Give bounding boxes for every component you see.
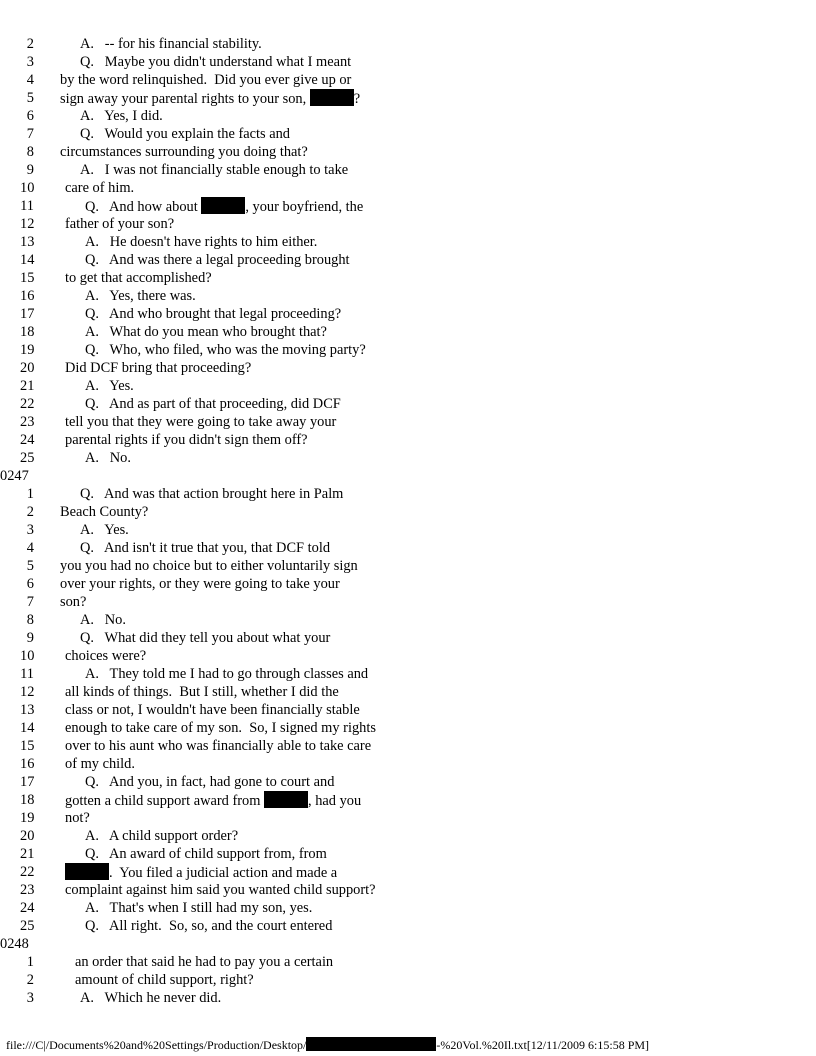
redaction-block	[310, 89, 354, 106]
text-segment: A. What do you mean who brought that?	[85, 324, 327, 340]
line-number: 18	[20, 324, 35, 340]
transcript-line	[0, 287, 816, 305]
text-segment: Q. An award of child support from, from	[85, 846, 327, 862]
line-number: 12	[20, 216, 35, 232]
line-text	[80, 629, 330, 647]
transcript-line	[0, 521, 816, 539]
transcript-line	[0, 917, 816, 935]
line-number: 16	[20, 756, 35, 772]
transcript-page	[0, 35, 816, 1007]
transcript-line	[0, 503, 816, 521]
transcript-line	[0, 125, 816, 143]
line-text	[65, 701, 360, 719]
transcript-line	[0, 323, 816, 341]
line-text	[85, 251, 350, 269]
text-segment: Q. And was there a legal proceeding brought	[85, 252, 350, 268]
text-segment: A. Yes, there was.	[85, 288, 196, 304]
text-segment: A. No.	[80, 612, 126, 628]
text-segment: A. He doesn't have rights to him either.	[85, 234, 318, 250]
transcript-line	[0, 989, 816, 1007]
transcript-line	[0, 809, 816, 827]
transcript-line	[0, 251, 816, 269]
text-segment: Did DCF bring that proceeding?	[65, 360, 252, 376]
line-number: 23	[20, 882, 35, 898]
text-segment: gotten a child support award from	[65, 793, 265, 809]
transcript-line	[0, 791, 816, 809]
text-segment: tell you that they were going to take away your	[65, 414, 337, 430]
line-number: 1	[26, 954, 34, 970]
line-text	[65, 881, 376, 899]
line-number: 11	[20, 666, 34, 682]
line-number: 5	[26, 558, 34, 574]
line-number: 3	[26, 54, 34, 70]
transcript-line	[0, 269, 816, 287]
footer-path-prefix: file:///C|/Documents%20and%20Settings/Production/Desktop/	[6, 1038, 307, 1052]
line-number: 21	[20, 378, 35, 394]
text-segment: over your rights, or they were going to take your	[60, 576, 340, 592]
line-number: 17	[20, 774, 35, 790]
line-number: 2	[26, 36, 34, 52]
text-segment: A. Yes.	[80, 522, 129, 538]
transcript-line	[0, 89, 816, 107]
text-segment: amount of child support, right?	[75, 972, 254, 988]
line-text	[85, 845, 327, 863]
line-text	[85, 899, 312, 917]
line-number: 23	[20, 414, 35, 430]
transcript-line	[0, 179, 816, 197]
line-number: 13	[20, 702, 35, 718]
text-segment: enough to take care of my son. So, I signed my rights	[65, 720, 376, 736]
line-text	[85, 233, 317, 251]
redaction-block	[201, 197, 245, 214]
transcript-line	[0, 557, 816, 575]
page-number: 0248	[0, 936, 29, 952]
line-text	[85, 449, 131, 467]
line-text	[65, 719, 376, 737]
line-number: 7	[26, 594, 34, 610]
text-segment: father of your son?	[65, 216, 175, 232]
line-number: 1	[26, 486, 34, 502]
transcript-line	[0, 611, 816, 629]
transcript-line	[0, 431, 816, 449]
line-text	[85, 773, 334, 791]
text-segment: A. -- for his financial stability.	[80, 36, 262, 52]
line-number: 7	[26, 126, 34, 142]
line-text	[80, 53, 351, 71]
line-number: 3	[26, 522, 34, 538]
transcript-line	[0, 647, 816, 665]
line-text	[60, 503, 148, 521]
text-segment: you you had no choice but to either voluntarily sign	[60, 558, 358, 574]
transcript-line	[0, 899, 816, 917]
text-segment: all kinds of things. But I still, whether I did the	[65, 684, 339, 700]
transcript-line	[0, 359, 816, 377]
text-segment: A. Which he never did.	[80, 990, 222, 1006]
line-number: 15	[20, 270, 35, 286]
line-text	[75, 971, 254, 989]
text-segment: Q. And as part of that proceeding, did DCF	[85, 396, 341, 412]
transcript-line	[0, 143, 816, 161]
line-number: 20	[20, 828, 35, 844]
line-text	[60, 71, 351, 89]
line-number: 25	[20, 450, 35, 466]
line-number: 13	[20, 234, 35, 250]
text-segment: A. Yes, I did.	[80, 108, 163, 124]
line-text	[85, 377, 134, 395]
transcript-line	[0, 215, 816, 233]
line-text	[85, 665, 368, 683]
transcript-line	[0, 71, 816, 89]
line-text	[85, 305, 341, 323]
text-segment: an order that said he had to pay you a certain	[75, 954, 334, 970]
text-segment: ?	[353, 91, 361, 107]
transcript-line	[0, 737, 816, 755]
text-segment: son?	[60, 594, 87, 610]
line-text	[80, 35, 262, 53]
line-text	[85, 287, 196, 305]
transcript-line	[0, 161, 816, 179]
page-marker	[0, 935, 816, 953]
line-number: 12	[20, 684, 35, 700]
footer-path-suffix: -%20Vol.%20Il.txt[12/11/2009 6:15:58 PM]	[436, 1038, 650, 1052]
line-text	[80, 125, 290, 143]
line-text	[65, 683, 339, 701]
line-text	[65, 647, 146, 665]
text-segment: A. A child support order?	[85, 828, 239, 844]
transcript-line	[0, 53, 816, 71]
transcript-line	[0, 881, 816, 899]
text-segment: choices were?	[65, 648, 147, 664]
text-segment: parental rights if you didn't sign them off?	[65, 432, 308, 448]
line-number: 25	[20, 918, 35, 934]
transcript-line	[0, 35, 816, 53]
line-number: 9	[26, 630, 34, 646]
line-text	[65, 359, 251, 377]
line-number: 19	[20, 810, 35, 826]
transcript-line	[0, 305, 816, 323]
transcript-line	[0, 665, 816, 683]
line-number: 3	[26, 990, 34, 1006]
transcript-line	[0, 953, 816, 971]
text-segment: circumstances surrounding you doing that?	[60, 144, 308, 160]
line-text	[80, 107, 163, 125]
line-text	[80, 611, 126, 629]
line-text	[80, 539, 330, 557]
text-segment: Q. All right. So, so, and the court entered	[85, 918, 333, 934]
text-segment: class or not, I wouldn't have been financially stable	[65, 702, 360, 718]
text-segment: Beach County?	[60, 504, 149, 520]
redaction-block	[306, 1037, 436, 1051]
line-text	[60, 557, 358, 575]
line-number: 6	[26, 108, 34, 124]
line-number: 10	[20, 648, 35, 664]
line-text	[80, 989, 221, 1007]
transcript-line	[0, 701, 816, 719]
line-text	[65, 269, 212, 287]
transcript-line	[0, 755, 816, 773]
text-segment: Q. Who, who filed, who was the moving party?	[85, 342, 366, 358]
text-segment: A. I was not financially stable enough to take	[80, 162, 349, 178]
line-text	[65, 431, 308, 449]
line-number: 11	[20, 198, 34, 214]
text-segment: of my child.	[65, 756, 135, 772]
line-text	[80, 485, 343, 503]
line-number: 4	[26, 540, 34, 556]
transcript-line	[0, 971, 816, 989]
text-segment: , your boyfriend, the	[245, 199, 364, 215]
transcript-line	[0, 413, 816, 431]
transcript-line	[0, 827, 816, 845]
line-text	[65, 863, 337, 882]
line-number: 8	[26, 612, 34, 628]
line-text	[65, 809, 90, 827]
transcript-line	[0, 593, 816, 611]
line-number: 6	[26, 576, 34, 592]
text-segment: Q. What did they tell you about what your	[80, 630, 331, 646]
text-segment: over to his aunt who was financially able to take care	[65, 738, 372, 754]
line-number: 10	[20, 180, 35, 196]
line-text	[85, 323, 327, 341]
transcript-line	[0, 377, 816, 395]
text-segment: A. No.	[85, 450, 131, 466]
text-segment: Q. And who brought that legal proceeding?	[85, 306, 342, 322]
line-text	[60, 575, 340, 593]
text-segment: Q. And how about	[85, 199, 202, 215]
text-segment: Q. Maybe you didn't understand what I meant	[80, 54, 352, 70]
line-number: 5	[26, 90, 34, 106]
transcript-line	[0, 629, 816, 647]
line-number: 4	[26, 72, 34, 88]
line-number: 24	[20, 900, 35, 916]
transcript-line	[0, 539, 816, 557]
line-text	[65, 791, 361, 810]
text-segment: . You filed a judicial action and made a	[109, 865, 338, 881]
browser-footer-path	[6, 1037, 649, 1053]
line-text	[85, 341, 366, 359]
redaction-block	[65, 863, 109, 880]
line-text	[65, 179, 134, 197]
text-segment: Q. And you, in fact, had gone to court and	[85, 774, 335, 790]
text-segment: Q. And isn't it true that you, that DCF told	[80, 540, 331, 556]
text-segment: , had you	[308, 793, 362, 809]
line-number: 16	[20, 288, 35, 304]
line-text	[65, 755, 135, 773]
line-number: 14	[20, 252, 35, 268]
text-segment: by the word relinquished. Did you ever give up or	[60, 72, 352, 88]
page-number: 0247	[0, 468, 29, 484]
line-number: 21	[20, 846, 35, 862]
line-text	[65, 413, 336, 431]
line-number: 15	[20, 738, 35, 754]
transcript-line	[0, 107, 816, 125]
redaction-block	[264, 791, 308, 808]
line-text	[80, 161, 348, 179]
text-segment: complaint against him said you wanted child support?	[65, 882, 376, 898]
line-number: 14	[20, 720, 35, 736]
line-text	[60, 143, 308, 161]
line-text	[85, 197, 363, 216]
transcript-line	[0, 773, 816, 791]
page-marker	[0, 467, 816, 485]
text-segment: A. Yes.	[85, 378, 134, 394]
text-segment: to get that accomplished?	[65, 270, 212, 286]
line-number: 17	[20, 306, 35, 322]
line-text	[85, 395, 341, 413]
transcript-line	[0, 485, 816, 503]
line-number: 22	[20, 864, 35, 880]
line-text	[80, 521, 129, 539]
transcript-line	[0, 449, 816, 467]
line-number: 19	[20, 342, 35, 358]
line-number: 9	[26, 162, 34, 178]
line-number: 2	[26, 972, 34, 988]
transcript-line	[0, 341, 816, 359]
line-number: 18	[20, 792, 35, 808]
line-text	[60, 89, 360, 108]
transcript-line	[0, 197, 816, 215]
line-text	[75, 953, 333, 971]
line-number: 20	[20, 360, 35, 376]
line-number: 22	[20, 396, 35, 412]
line-text	[65, 215, 174, 233]
line-text	[85, 827, 238, 845]
text-segment: care of him.	[65, 180, 135, 196]
transcript-line	[0, 683, 816, 701]
line-text	[85, 917, 332, 935]
line-number: 8	[26, 144, 34, 160]
transcript-line	[0, 395, 816, 413]
text-segment: Q. Would you explain the facts and	[80, 126, 290, 142]
text-segment: A. They told me I had to go through classes and	[85, 666, 369, 682]
text-segment: sign away your parental rights to your son,	[60, 91, 310, 107]
text-segment: A. That's when I still had my son, yes.	[85, 900, 313, 916]
transcript-line	[0, 575, 816, 593]
line-text	[60, 593, 86, 611]
transcript-line	[0, 719, 816, 737]
transcript-line	[0, 233, 816, 251]
text-segment: not?	[65, 810, 90, 826]
line-number: 2	[26, 504, 34, 520]
line-text	[65, 737, 371, 755]
transcript-line	[0, 845, 816, 863]
transcript-line	[0, 863, 816, 881]
line-number: 24	[20, 432, 35, 448]
text-segment: Q. And was that action brought here in Palm	[80, 486, 344, 502]
